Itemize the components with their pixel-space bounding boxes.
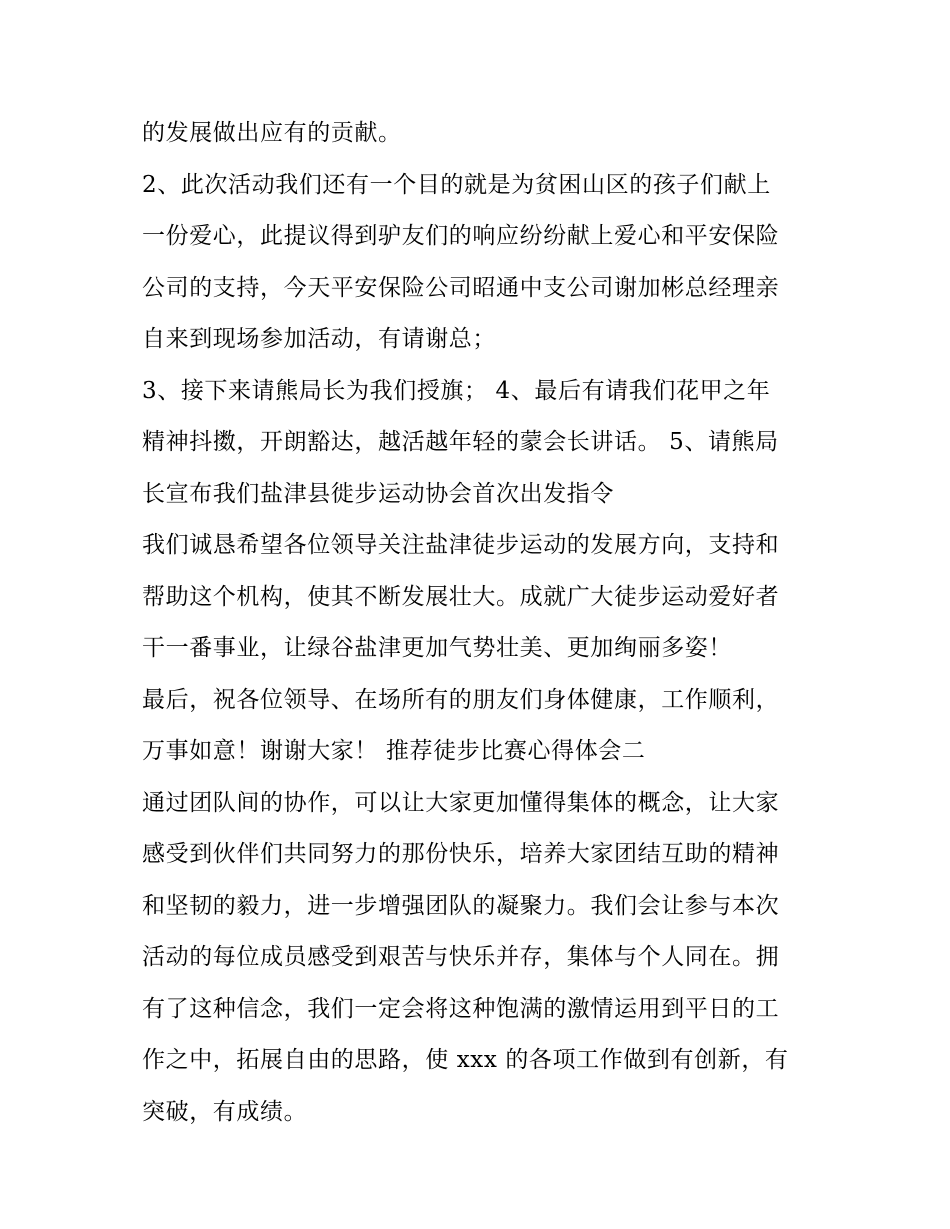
text-line: 我们诚恳希望各位领导关注盐津徒步运动的发展方向，支持和 xyxy=(142,532,780,558)
text-line: 公司的支持，今天平安保险公司昭通中支公司谢加彬总经理亲 xyxy=(142,274,780,301)
text-line: 帮助这个机构，使其不断发展壮大。成就广大徒步运动爱好者 xyxy=(142,583,780,610)
text-line: 有了这种信念，我们一定会将这种饱满的激情运用到平日的工 xyxy=(142,995,780,1022)
text-line: 活动的每位成员感受到艰苦与快乐并存，集体与个人同在。拥 xyxy=(142,944,780,970)
text-line: 2、此次活动我们还有一个目的就是为贫困山区的孩子们献上 xyxy=(142,171,771,198)
text-line: 自来到现场参加活动，有请谢总； xyxy=(142,326,496,352)
text-line: 一份爱心，此提议得到驴友们的响应纷纷献上爱心和平安保险 xyxy=(142,223,780,249)
text-line: 3、接下来请熊局长为我们授旗； 4、最后有请我们花甲之年 xyxy=(142,377,771,404)
text-line: 最后，祝各位领导、在场所有的朋友们身体健康，工作顺利， xyxy=(142,686,780,713)
text-line: 通过团队间的协作，可以让大家更加懂得集体的概念，让大家 xyxy=(142,789,780,816)
text-line: 作之中，拓展自由的思路，使 xxx 的各项工作做到有创新，有 xyxy=(142,1047,789,1073)
body-text xyxy=(142,108,832,1138)
text-line: 感受到伙伴们共同努力的那份快乐，培养大家团结互助的精神 xyxy=(142,841,780,867)
text-line: 和坚韧的毅力，进一步增强团队的凝聚力。我们会让参与本次 xyxy=(142,892,780,919)
text-line: 万事如意！谢谢大家！ 推荐徒步比赛心得体会二 xyxy=(142,738,646,764)
text-line: 长宣布我们盐津县徙步运动协会首次出发指令 xyxy=(142,480,614,507)
text-line: 突破，有成绩。 xyxy=(142,1098,308,1125)
text-line: 的发展做出应有的贡献。 xyxy=(142,120,402,146)
text-line: 干一番事业，让绿谷盐津更加气势壮美、更加绚丽多姿！ xyxy=(142,635,732,661)
text-line: 精神抖擞，开朗豁达，越活越年轻的蒙会长讲话。 5、请熊局 xyxy=(142,429,779,455)
